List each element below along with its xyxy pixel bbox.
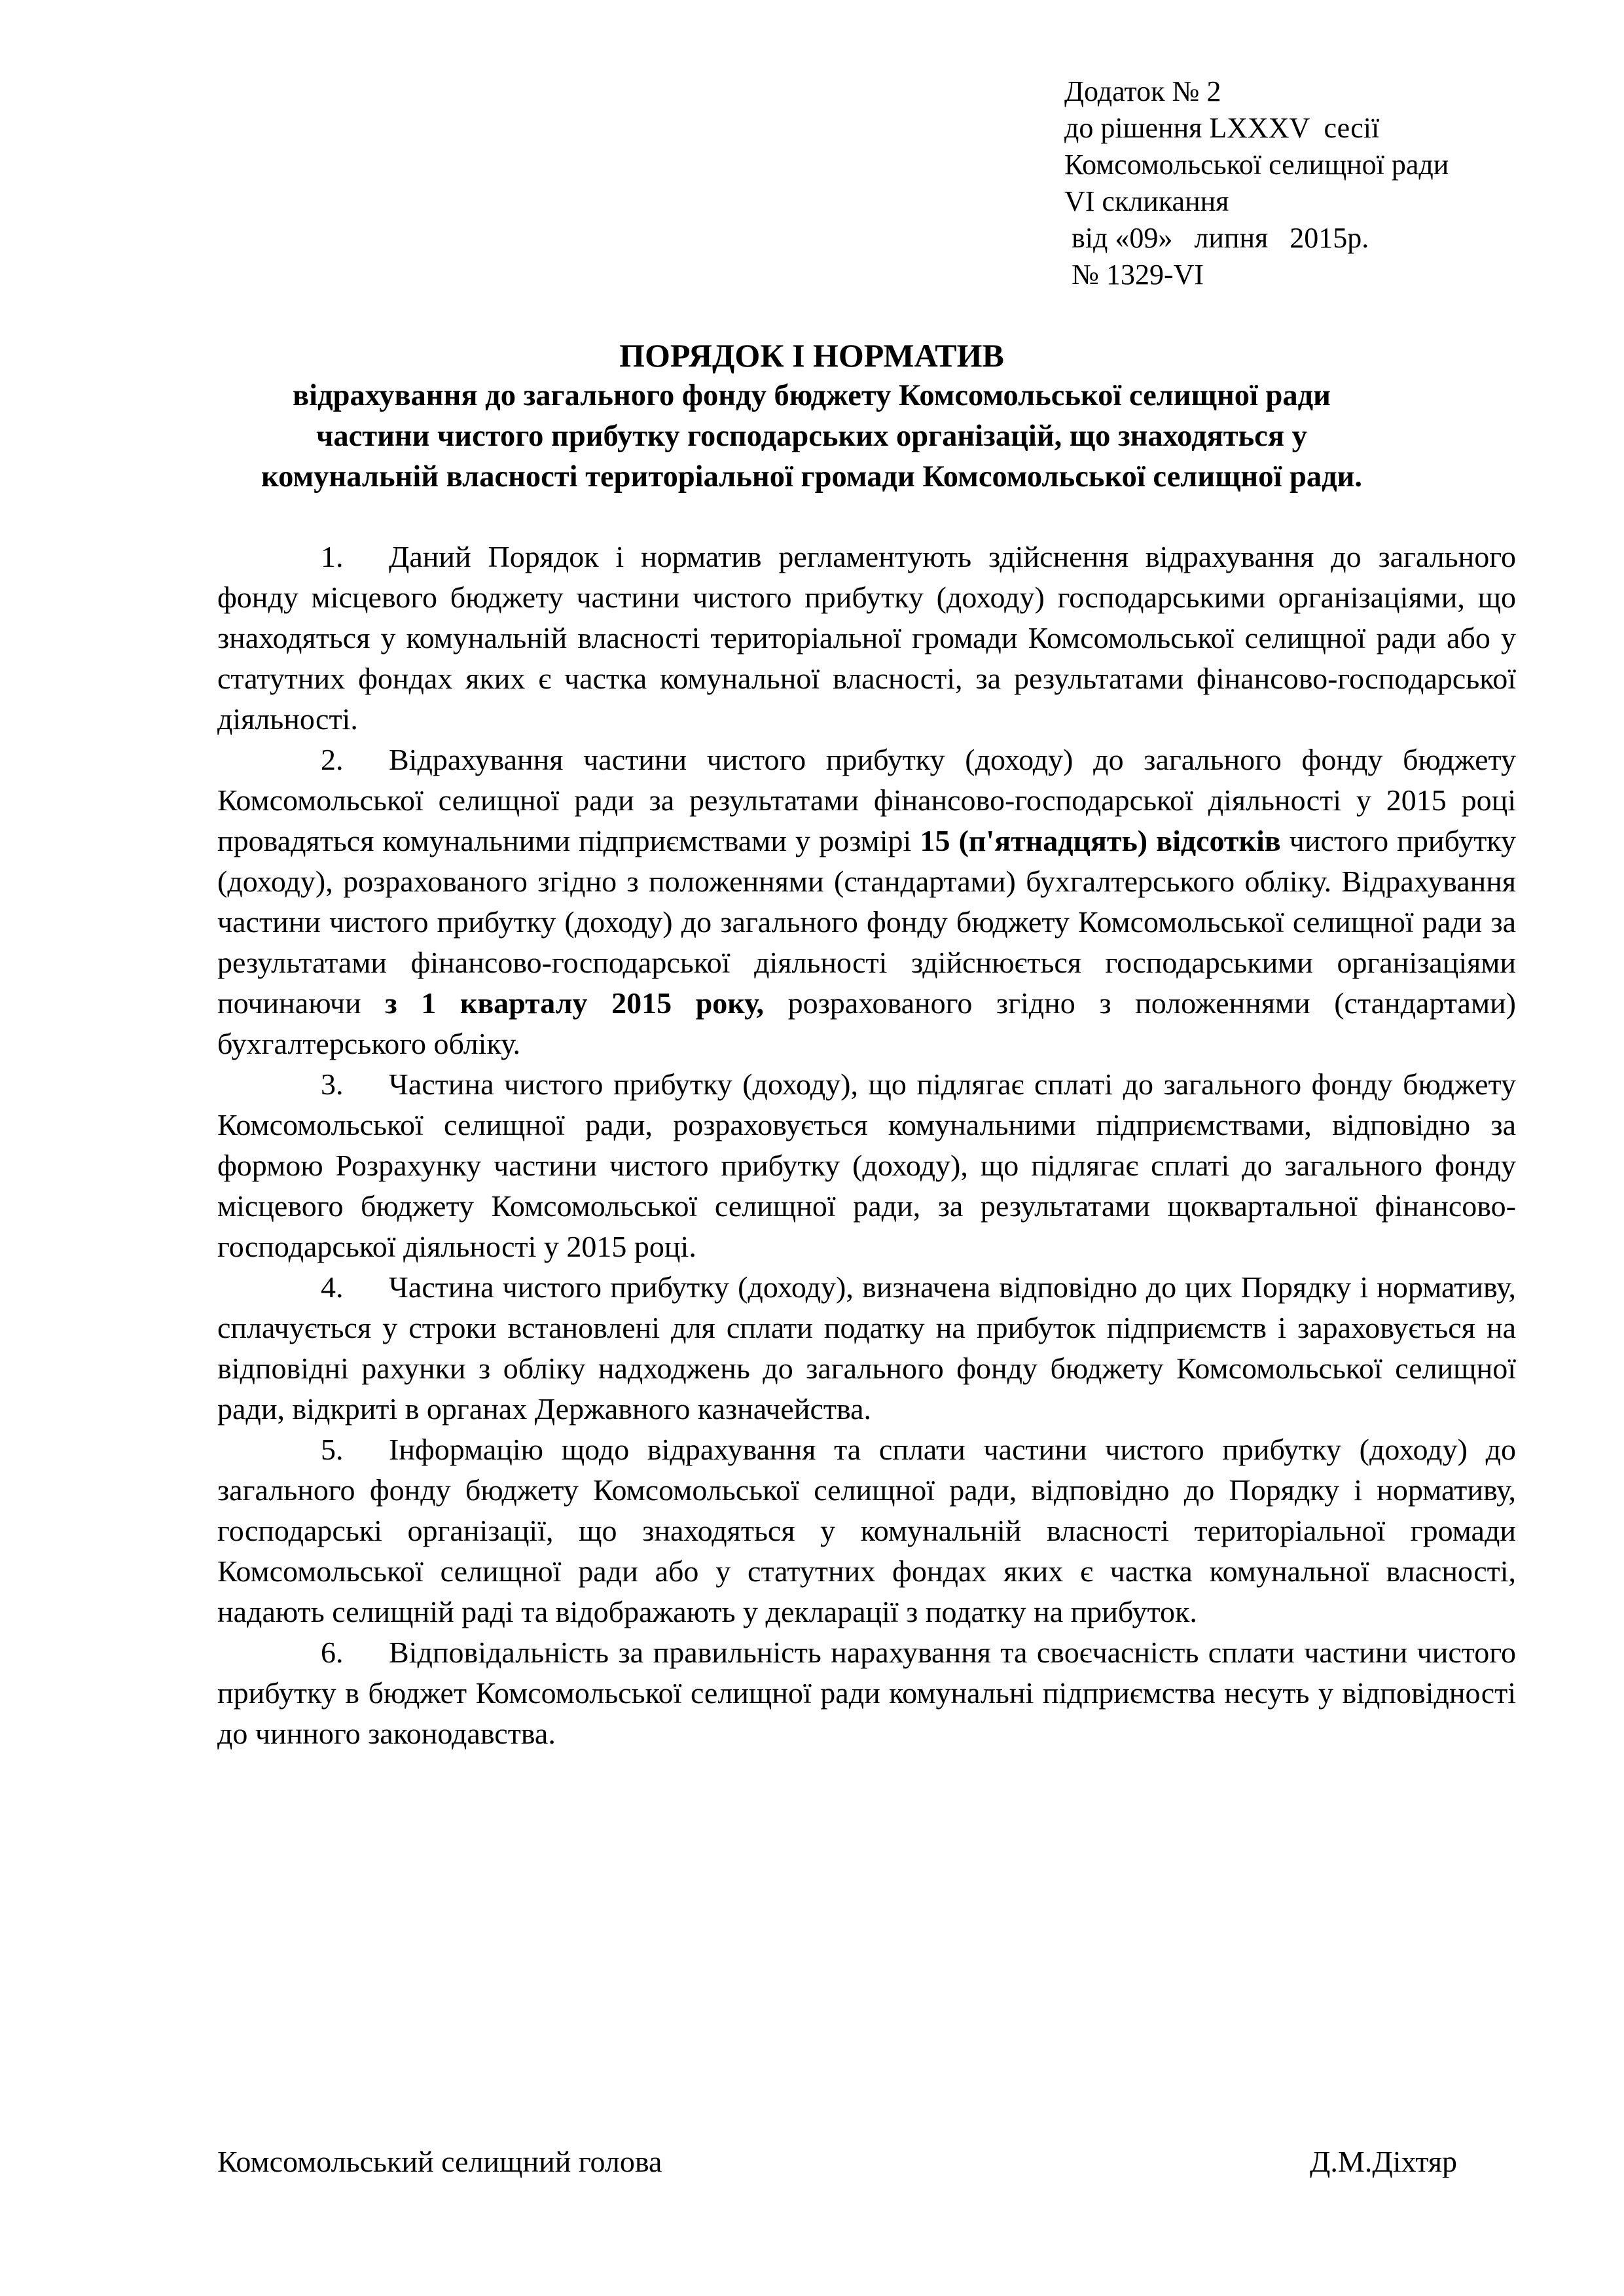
signatory-name: Д.М.Діхтяр	[1310, 2145, 1457, 2178]
paragraph-number: 5.	[321, 1433, 344, 1466]
signature-block	[217, 2142, 1457, 2182]
signatory-position: Комсомольський селищний голова	[217, 2145, 662, 2178]
document-title	[196, 335, 1427, 497]
paragraph-number: 3.	[321, 1067, 344, 1101]
appendix-decision-ref: до рішення LXXXV сесії	[1064, 112, 1380, 144]
paragraph-number: 2.	[321, 743, 344, 776]
appendix-number: Додаток № 2	[1064, 75, 1221, 107]
appendix-decision-number: № 1329-VI	[1064, 259, 1204, 291]
paragraph-number: 6.	[321, 1636, 344, 1669]
appendix-date: від «09» липня 2015р.	[1064, 222, 1369, 254]
document-body	[217, 537, 1516, 1754]
appendix-convocation: VI скликання	[1064, 185, 1229, 217]
paragraph-text: Частина чистого прибутку (доходу), що підлягає сплаті до загального фонду бюджету Комсомольської селищної ради, розраховується комунальними підприємствами, відповідно за формою Розрахунку частини чистого прибутку (доходу), що підлягає сплаті до загального фонду місцевого бюджету Комсомольської селищної ради, за результатами щоквартальної фінансово-господарської діяльності у 2015 році.	[217, 1067, 1516, 1263]
appendix-council-name: Комсомольської селищної ради	[1064, 149, 1449, 181]
paragraph-2	[217, 740, 1516, 1064]
paragraph-text: Інформацію щодо відрахування та сплати частини чистого прибутку (доходу) до загального фонду бюджету Комсомольської селищної ради, відповідно до Порядку і нормативу, господарські організації, що знаходяться у комунальній власності територіальної громади Комсомольської селищної ради або у статутних фондах яких є частка комунальної власності, надають селищній раді та відображають у декларації з податку на прибуток.	[217, 1433, 1516, 1628]
paragraph-text: Відрахування частини чистого прибутку (доходу) до загального фонду бюджету Комсомольської селищної ради за результатами фінансово-господарської діяльності у 2015 році провадяться комунальними підприємствами у розмірі	[217, 743, 1516, 857]
paragraph-number: 1.	[321, 540, 344, 573]
title-line-4: комунальній власності територіальної громади Комсомольської селищної ради.	[261, 460, 1363, 493]
title-main: ПОРЯДОК І НОРМАТИВ	[619, 337, 1004, 374]
paragraph-bold-start: з 1 кварталу 2015 року,	[385, 986, 765, 1020]
title-line-2: відрахування до загального фонду бюджету Комсомольської селищної ради	[293, 379, 1331, 412]
paragraph-text: Даний Порядок і норматив регламентують здійснення відрахування до загального фонду місцевого бюджету частини чистого прибутку (доходу) господарськими організаціями, що знаходяться у комунальній власності територіальної громади Комсомольської селищної ради або у статутних фондах яких є частка комунальної власності, за результатами фінансово-господарської діяльності.	[217, 540, 1516, 736]
paragraph-6	[217, 1632, 1516, 1754]
paragraph-text: чистого прибутку (доходу), розрахованого згідно з положеннями (стандартами) бухгалтерського обліку. Відрахування частини чистого прибутку (доходу) до загального фонду бюджету Комсомольської селищної ради за результатами фінансово-господарської діяльності здійснюється господарськими організаціями починаючи	[217, 824, 1516, 1020]
appendix-header	[1064, 73, 1562, 293]
paragraph-4	[217, 1267, 1516, 1429]
paragraph-text: Частина чистого прибутку (доходу), визначена відповідно до цих Порядку і нормативу, сплачується у строки встановлені для сплати податку на прибуток підприємств і зараховується на відповідні рахунки з обліку надходжень до загального фонду бюджету Комсомольської селищної ради, відкриті в органах Державного казначейства.	[217, 1270, 1516, 1426]
paragraph-text: розрахованого згідно з положеннями (стандартами) бухгалтерського обліку.	[217, 986, 1516, 1060]
paragraph-number: 4.	[321, 1270, 344, 1304]
paragraph-3	[217, 1064, 1516, 1267]
title-line-3: частини чистого прибутку господарських організацій, що знаходяться у	[316, 420, 1307, 453]
paragraph-bold-rate: 15 (п'ятнадцять) відсотків	[920, 824, 1281, 857]
paragraph-1	[217, 537, 1516, 740]
paragraph-5	[217, 1429, 1516, 1632]
paragraph-text: Відповідальність за правильність нарахування та своєчасність сплати частини чистого прибутку в бюджет Комсомольської селищної ради комунальні підприємства несуть у відповідності до чинного законодавства.	[217, 1636, 1516, 1750]
